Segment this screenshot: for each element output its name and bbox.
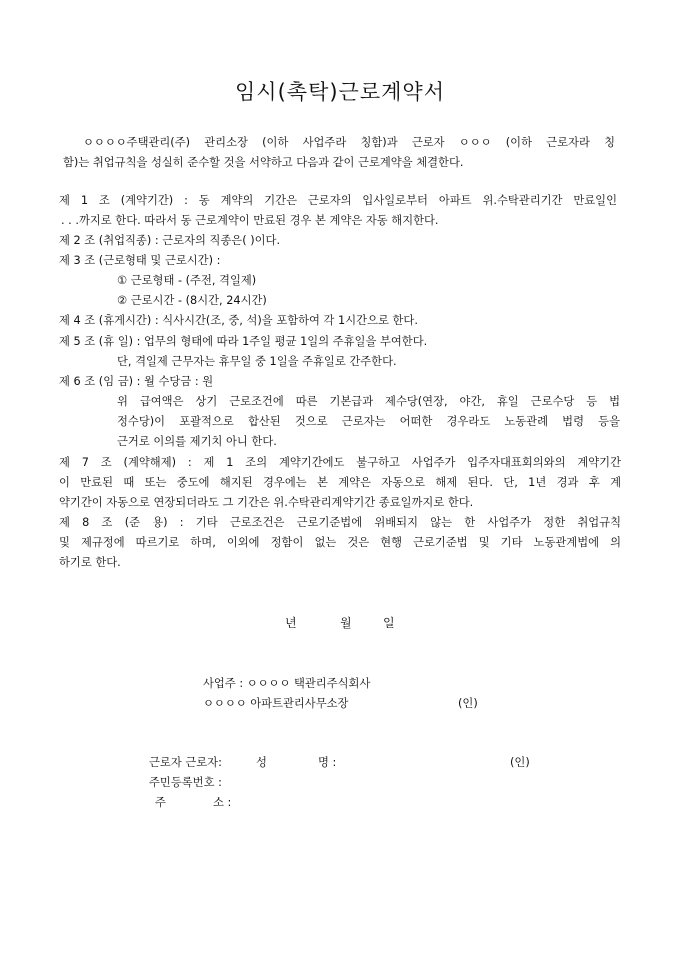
worker-label: 근로자 근로자:: [149, 756, 222, 769]
article-3-item-1: ① 근로형태 - (주전, 격일제): [117, 274, 257, 287]
date-month: 월: [340, 616, 352, 630]
worker-address-label-1: 주: [155, 796, 166, 809]
article-1-line-2: . . .까지로 한다. 따라서 동 근로계약이 만료된 경우 본 계약은 자동 해지한다.: [61, 214, 439, 227]
article-7-line-2: 이 만료된 때 또는 중도에 해지된 경우에는 본 계약은 자동으로 해제 된다. 단, 1년 경과 후 계: [59, 476, 621, 489]
intro-line-1: ㅇㅇㅇㅇ주택관리(주) 관리소장 (이하 사업주라 칭함)과 근로자 ㅇㅇㅇ (이하 근로자라 칭: [83, 136, 615, 149]
intro-line-2: 함)는 취업규칙을 성실히 준수할 것을 서약하고 다음과 같이 근로계약을 체결한다.: [63, 156, 464, 169]
article-3-heading: 제 3 조 (근로형태 및 근로시간) :: [59, 254, 221, 267]
employer-line-1: 사업주 : ㅇㅇㅇㅇ 택관리주식회사: [203, 677, 371, 690]
article-6-line-3: 정수당)이 포괄적으로 합산된 것으로 근로자는 어떠한 경우라도 노동관례 법령 등을: [117, 415, 620, 428]
employer-seal: (인): [458, 697, 478, 710]
article-5-line-1: 제 5 조 (휴 일) : 업무의 형태에 따라 1주일 평균 1일의 주휴일을 부여한다.: [59, 335, 428, 348]
worker-name-label-1: 성: [256, 756, 267, 769]
article-6-line-4: 근거로 이의를 제기치 아니 한다.: [117, 435, 277, 448]
employer-line-2: ㅇㅇㅇㅇ 아파트관리사무소장: [203, 697, 349, 710]
worker-rrn-label: 주민등록번호 :: [149, 776, 222, 789]
article-7-line-1: 제 7 조 (계약해제) : 제 1 조의 계약기간에도 불구하고 사업주가 입주자대표회의와의 계약기간: [59, 456, 621, 469]
article-6-line-1: 제 6 조 (임 금) : 월 수당금 : 원: [59, 375, 214, 388]
article-8-line-1: 제 8 조 (준 용) : 기타 근로조건은 근로기준법에 위배되지 않는 한 사업주가 정한 취업규칙: [59, 516, 621, 529]
article-7-line-3: 약기간이 자동으로 연장되더라도 그 기간은 위.수탁관리계약기간 종료일까지로 한다.: [59, 496, 474, 509]
date-day: 일: [383, 616, 395, 630]
article-3-item-2: ② 근로시간 - (8시간, 24시간): [117, 294, 267, 307]
article-1-line-1: 제 1 조 (계약기간) : 동 계약의 기간은 근로자의 입사일로부터 아파트 위.수탁관리기간 만료일인: [59, 194, 617, 207]
document-title: 임시(촉탁)근로계약서: [235, 80, 445, 104]
article-8-line-3: 하기로 한다.: [59, 556, 121, 569]
article-5-line-2: 단, 격일제 근무자는 휴무일 중 1일을 주휴일로 간주한다.: [117, 355, 397, 368]
worker-name-label-2: 명 :: [318, 756, 337, 769]
article-8-line-2: 및 제규정에 따르기로 하며, 이외에 정함이 없는 것은 현행 근로기준법 및 기타 노동관계법에 의: [59, 536, 621, 549]
article-6-line-2: 위 급여액은 상기 근로조건에 따른 기본급과 제수당(연장, 야간, 휴일 근로수당 등 법: [117, 395, 620, 408]
worker-address-label-2: 소 :: [213, 796, 232, 809]
article-4: 제 4 조 (휴게시간) : 식사시간(조, 중, 석)을 포함하여 각 1시간으로 한다.: [59, 314, 418, 327]
article-2: 제 2 조 (취업직종) : 근로자의 직종은( )이다.: [59, 234, 281, 247]
worker-seal: (인): [510, 756, 530, 769]
date-year: 년: [285, 616, 297, 630]
